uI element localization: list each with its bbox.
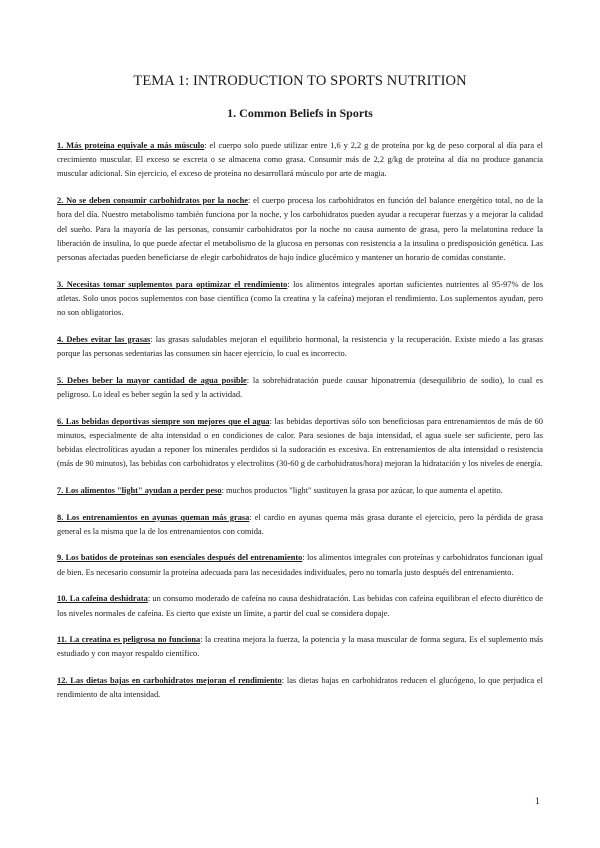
document-title: TEMA 1: INTRODUCTION TO SPORTS NUTRITION — [133, 73, 467, 89]
paragraph-7 — [57, 484, 543, 498]
paragraph-heading: 9. Los batidos de proteínas son esenciales después del entrenamiento — [57, 553, 303, 563]
paragraph-9 — [57, 551, 543, 579]
paragraph-heading: 8. Los entrenamientos en ayunas queman más grasa — [57, 512, 250, 522]
paragraph-text: : las grasas saludables mejoran el equilibrio hormonal, la resistencia y la recuperación. Existe miedo a las grasas porque las personas sedentarias las consumen sin hacer ejercicio, lo cual es incorrecto. — [57, 334, 543, 358]
paragraph-text: : un consumo moderado de cafeína no causa deshidratación. Las bebidas con cafeína equilibran el efecto diurético de los niveles normales de cafeína. Es cierto que existe un límite, a partir del cual se considera dopaje. — [57, 594, 544, 618]
paragraph-1 — [57, 139, 543, 182]
paragraph-heading: 3. Necesitas tomar suplementos para optimizar el rendimiento — [57, 279, 288, 289]
paragraph-2 — [57, 194, 543, 265]
paragraph-text: : la sobrehidratación puede causar hiponatremia (desequilibrio de sodio), lo cual es peligroso. Lo ideal es beber según la sed y la actividad. — [57, 375, 543, 399]
paragraph-heading: 12. Las dietas bajas en carbohidratos mejoran el rendimiento — [57, 676, 282, 686]
paragraph-text: : el cuerpo procesa los carbohidratos en función del balance energético total, no de la hora del día. Nuestro metabolismo también funciona por la noche, y los carbohidratos pueden ayudar a recuperar fuerzas y a mejorar la calidad del sueño. Para la mayoría de las personas, consumir carbohidratos por la noche no causa aumento de grasa, pero la melatonina reduce la liberación de insulina, lo que puede afectar el metabolismo de la glucosa en personas con resistencia a la insulina o predisposición genética. Las personas afectadas pueden beneficiarse de elegir carbohidratos de bajo índice glucémico y mantener un horario de comidas constante. — [57, 196, 543, 262]
paragraph-5 — [57, 374, 543, 402]
paragraph-11 — [57, 633, 543, 661]
paragraph-4 — [57, 333, 543, 361]
paragraph-3 — [57, 278, 543, 321]
paragraph-text: : muchos productos "light" sustituyen la grasa por azúcar, lo que aumenta el apetito. — [221, 485, 503, 495]
paragraph-heading: 5. Debes beber la mayor cantidad de agua posible — [57, 375, 247, 385]
paragraph-8 — [57, 511, 543, 539]
paragraph-6 — [57, 415, 543, 472]
paragraph-text: : el cardio en ayunas quema más grasa durante el ejercicio, pero la pérdida de grasa general es la misma que la de los entrenamientos con comida. — [57, 512, 543, 536]
paragraph-heading: 10. La cafeína deshidrata — [57, 594, 148, 604]
paragraph-text: : la creatina mejora la fuerza, la potencia y la masa muscular de forma segura. Es el suplemento más estudiado y con mayor respaldo científico. — [57, 635, 543, 659]
document-body — [57, 139, 543, 715]
paragraph-12 — [57, 674, 543, 702]
section-title: 1. Common Beliefs in Sports — [227, 106, 373, 120]
page-number: 1 — [535, 797, 540, 807]
paragraph-heading: 6. Las bebidas deportivas siempre son mejores que el agua — [57, 416, 270, 426]
paragraph-text: : el cuerpo solo puede utilizar entre 1,6 y 2,2 g de proteína por kg de peso corporal al día para el crecimiento muscular. El exceso se excreta o se almacena como grasa. Consumir más de 2,2 g/kg de proteína al día no produce ganancia muscular adicional. Sin ejercicio, el exceso de proteína no desarrollará músculo por arte de magia. — [57, 141, 543, 179]
paragraph-text: : los alimentos integrales con proteínas y carbohidratos funcionan igual de bien. Es necesario consumir la proteína adecuada para las necesidades individuales, pero no tomarla justo después del entrenamiento. — [57, 553, 543, 577]
paragraph-text: : los alimentos integrales aportan suficientes nutrientes al 95-97% de los atletas. Solo unos pocos suplementos con base científica (como la creatina y la cafeína) mejoran el rendimiento. Los suplementos ayudan, pero no son obligatorios. — [57, 279, 543, 318]
paragraph-text: : las bebidas deportivas sólo son beneficiosas para entrenamientos de más de 60 minutos, especialmente de alta intensidad o en condiciones de calor. Para sesiones de baja intensidad, el agua suele ser suficiente, pero las bebidas electrolíticas ayudan a reponer los minerales perdidos si la sudoración es excesiva. En entrenamientos de alta intensidad o resistencia (más de 90 minutos), las bebidas con carbohidratos y electrolitos (30-60 g de carbohidratos/hora) mejoran la hidratación y los niveles de energía. — [57, 416, 543, 469]
paragraph-heading: 7. Los alimentos "light" ayudan a perder peso — [57, 485, 222, 495]
paragraph-heading: 4. Debes evitar las grasas — [57, 334, 151, 344]
paragraph-heading: 2. No se deben consumir carbohidratos por la noche — [57, 196, 248, 206]
paragraph-text: : las dietas bajas en carbohidratos reducen el glucógeno, lo que perjudica el rendimiento de alta intensidad. — [57, 676, 543, 700]
paragraph-heading: 11. La creatina es peligrosa no funciona — [57, 635, 201, 645]
paragraph-heading: 1. Más proteína equivale a más músculo — [57, 141, 205, 150]
paragraph-10 — [57, 592, 543, 620]
